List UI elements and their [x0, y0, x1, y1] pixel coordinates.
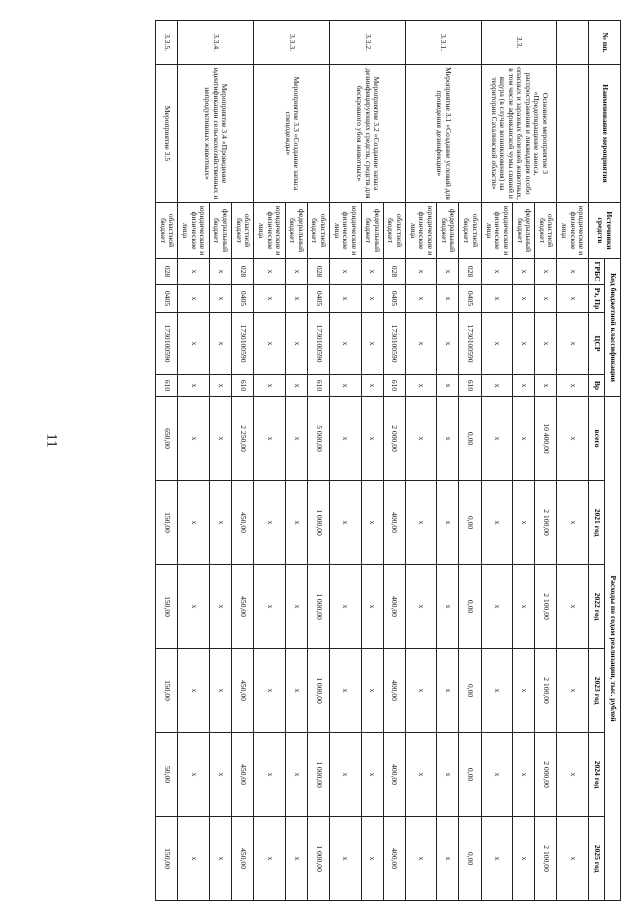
kbk-cell: 028 [232, 259, 254, 285]
kbk-cell: x [285, 259, 307, 285]
expense-cell: x [405, 565, 437, 649]
header-kbk-sub: Рз, Пр [589, 285, 605, 313]
header-source: Источники средств [589, 203, 621, 259]
expense-cell: x [178, 817, 210, 901]
activity-name [557, 65, 589, 203]
expense-cell: 0,00 [459, 481, 481, 565]
expense-cell: x [481, 649, 513, 733]
header-year: 2023 год [589, 649, 605, 733]
expense-cell: x [329, 565, 361, 649]
expense-cell: x [361, 397, 383, 481]
expense-cell: x [513, 565, 535, 649]
kbk-cell: x [254, 259, 286, 285]
kbk-cell: x [405, 259, 437, 285]
table-row [307, 21, 329, 901]
expense-cell: x [361, 733, 383, 817]
expense-cell: 2 000,00 [383, 397, 405, 481]
expense-cell: x [513, 649, 535, 733]
kbk-cell: x [329, 285, 361, 313]
activity-name: Мероприятие 3.4 «Проведение идентификации сельскохозяйственных и непродуктивных животных» [178, 65, 254, 203]
expense-cell: 400,00 [383, 481, 405, 565]
kbk-cell: x [481, 375, 513, 397]
expense-cell: x [209, 817, 231, 901]
kbk-cell: x [329, 313, 361, 375]
kbk-cell: x [437, 375, 459, 397]
kbk-cell: x [535, 285, 557, 313]
funding-source: областной бюджет [383, 203, 405, 259]
item-number: 3.3.3. [254, 21, 330, 65]
activity-name: Мероприятие 3.3 «Создание запаса спецодежды» [254, 65, 330, 203]
expense-cell: 450,00 [232, 481, 254, 565]
expense-cell: x [254, 817, 286, 901]
header-kbk: Код бюджетной классификации [605, 259, 621, 397]
activity-name: Основное мероприятие 3 «Предотвращение заноса, распространения и ликвидация особо опасных и заразных болезней животных, в том числе африканской чумы свиней и ящура (в случае возникновения) на территории Сахалинской области» [481, 65, 557, 203]
expense-cell: 5 000,00 [307, 397, 329, 481]
kbk-cell: x [481, 313, 513, 375]
expense-cell: x [557, 397, 589, 481]
expense-cell: 1 000,00 [307, 649, 329, 733]
funding-source: юридические и физические лица [481, 203, 513, 259]
expense-cell: x [178, 397, 210, 481]
table-row [383, 21, 405, 901]
expense-cell: 450,00 [232, 817, 254, 901]
expense-cell: x [361, 649, 383, 733]
header-year: 2024 год [589, 733, 605, 817]
expense-cell: 0,00 [459, 817, 481, 901]
expense-cell: x [209, 733, 231, 817]
header-num: № пп. [589, 21, 621, 65]
budget-table [155, 20, 621, 901]
kbk-cell: 0405 [156, 285, 178, 313]
kbk-cell: x [254, 313, 286, 375]
kbk-cell: 610 [459, 375, 481, 397]
kbk-cell: x [178, 285, 210, 313]
table-row [459, 21, 481, 901]
budget-table-rotated [155, 20, 621, 900]
expense-cell: x [481, 565, 513, 649]
kbk-cell: 610 [232, 375, 254, 397]
expense-cell: x [285, 733, 307, 817]
expense-cell: x [254, 397, 286, 481]
expense-cell: x [178, 649, 210, 733]
expense-cell: 0,00 [459, 397, 481, 481]
kbk-cell: x [557, 313, 589, 375]
funding-source: областной бюджет [232, 203, 254, 259]
expense-cell: x [405, 481, 437, 565]
funding-source: федеральный бюджет [513, 203, 535, 259]
kbk-cell: x [209, 313, 231, 375]
expense-cell: x [329, 397, 361, 481]
expense-cell: x [557, 733, 589, 817]
expense-cell: x [557, 565, 589, 649]
kbk-cell: x [557, 375, 589, 397]
kbk-cell: 1730100590 [459, 313, 481, 375]
expense-cell: 2 250,00 [232, 397, 254, 481]
kbk-cell: x [513, 259, 535, 285]
expense-cell: x [481, 397, 513, 481]
kbk-cell: x [209, 285, 231, 313]
funding-source: юридические и физические лица [557, 203, 589, 259]
expense-cell: x [481, 733, 513, 817]
funding-source: юридические и физические лица [254, 203, 286, 259]
expense-cell: 150,00 [156, 817, 178, 901]
expense-cell: 1 000,00 [307, 817, 329, 901]
expense-cell: x [209, 565, 231, 649]
kbk-cell: x [513, 313, 535, 375]
kbk-cell: x [535, 375, 557, 397]
expense-cell: 450,00 [232, 733, 254, 817]
expense-cell: 0,00 [459, 733, 481, 817]
expense-cell: 400,00 [383, 733, 405, 817]
expense-cell: 2 100,00 [535, 565, 557, 649]
expense-cell: x [513, 817, 535, 901]
kbk-cell: 028 [156, 259, 178, 285]
kbk-cell: 1730100590 [232, 313, 254, 375]
table-row [232, 21, 254, 901]
expense-cell: 2 100,00 [535, 481, 557, 565]
header-kbk-sub: ЦСР [589, 313, 605, 375]
kbk-cell: 610 [307, 375, 329, 397]
expense-cell: 2 000,00 [535, 733, 557, 817]
funding-source: федеральный бюджет [285, 203, 307, 259]
kbk-cell: 1730100590 [383, 313, 405, 375]
header-year: 2022 год [589, 565, 605, 649]
expense-cell: x [285, 481, 307, 565]
expense-cell: x [437, 649, 459, 733]
expense-cell: x [557, 481, 589, 565]
table-row [535, 21, 557, 901]
kbk-cell: x [437, 285, 459, 313]
expense-cell: 400,00 [383, 565, 405, 649]
expense-cell: x [513, 481, 535, 565]
funding-source: областной бюджет [156, 203, 178, 259]
expense-cell: x [481, 817, 513, 901]
expense-cell: 0,00 [459, 565, 481, 649]
expense-cell: 450,00 [232, 565, 254, 649]
expense-cell: x [437, 397, 459, 481]
funding-source: юридические и физические лица [405, 203, 437, 259]
expense-cell: x [437, 817, 459, 901]
table-row [156, 21, 178, 901]
item-number: 3.3.2. [329, 21, 405, 65]
kbk-cell: x [285, 313, 307, 375]
kbk-cell: 0405 [383, 285, 405, 313]
kbk-cell: 0405 [459, 285, 481, 313]
kbk-cell: 0405 [307, 285, 329, 313]
expense-cell: x [178, 481, 210, 565]
expense-cell: 2 100,00 [535, 649, 557, 733]
kbk-cell: x [405, 285, 437, 313]
kbk-cell: x [557, 259, 589, 285]
expense-cell: 2 100,00 [535, 817, 557, 901]
kbk-cell: x [209, 375, 231, 397]
expense-cell: x [437, 481, 459, 565]
item-number [557, 21, 589, 65]
item-number: 3.3.1. [405, 21, 481, 65]
expense-cell: x [285, 649, 307, 733]
expense-cell: x [361, 817, 383, 901]
expense-cell: x [437, 733, 459, 817]
kbk-cell: x [535, 313, 557, 375]
expense-cell: x [405, 733, 437, 817]
expense-cell: x [557, 817, 589, 901]
kbk-cell: x [437, 313, 459, 375]
kbk-cell: x [361, 313, 383, 375]
item-number: 3.3.5. [156, 21, 178, 65]
kbk-cell: x [361, 285, 383, 313]
kbk-cell: x [329, 259, 361, 285]
funding-source: областной бюджет [307, 203, 329, 259]
funding-source: федеральный бюджет [361, 203, 383, 259]
expense-cell: x [285, 565, 307, 649]
kbk-cell: x [405, 375, 437, 397]
expense-cell: 150,00 [156, 565, 178, 649]
kbk-cell: 1730100590 [156, 313, 178, 375]
expense-cell: x [178, 565, 210, 649]
expense-cell: x [329, 733, 361, 817]
kbk-cell: x [513, 285, 535, 313]
expense-cell: x [285, 397, 307, 481]
expense-cell: x [405, 649, 437, 733]
expense-cell: x [437, 565, 459, 649]
funding-source: областной бюджет [459, 203, 481, 259]
funding-source: федеральный бюджет [437, 203, 459, 259]
expense-cell: 450,00 [232, 649, 254, 733]
expense-cell: x [405, 817, 437, 901]
expense-cell: x [329, 817, 361, 901]
kbk-cell: x [405, 313, 437, 375]
kbk-cell: 1730100590 [307, 313, 329, 375]
kbk-cell: x [254, 285, 286, 313]
kbk-cell: x [178, 313, 210, 375]
expense-cell: x [209, 481, 231, 565]
kbk-cell: x [481, 285, 513, 313]
expense-cell: x [405, 397, 437, 481]
activity-name: Мероприятие 3.1 «Создание условий для проведения дезинфекции» [405, 65, 481, 203]
expense-cell: x [361, 565, 383, 649]
kbk-cell: 610 [156, 375, 178, 397]
kbk-cell: x [513, 375, 535, 397]
expense-cell: x [513, 733, 535, 817]
header-kbk-sub: Вр [589, 375, 605, 397]
kbk-cell: x [178, 375, 210, 397]
expense-cell: 1 000,00 [307, 733, 329, 817]
kbk-cell: x [285, 375, 307, 397]
expense-cell: x [329, 649, 361, 733]
kbk-cell: x [481, 259, 513, 285]
expense-cell: x [209, 397, 231, 481]
expense-cell: x [254, 481, 286, 565]
kbk-cell: 610 [383, 375, 405, 397]
kbk-cell: x [437, 259, 459, 285]
expense-cell: x [481, 481, 513, 565]
expense-cell: 150,00 [156, 649, 178, 733]
kbk-cell: x [209, 259, 231, 285]
header-expenses: Расходы по годам реализации, тыс. рублей [605, 397, 621, 901]
header-year: всего [589, 397, 605, 481]
expense-cell: 650,00 [156, 397, 178, 481]
kbk-cell: x [361, 259, 383, 285]
activity-name: Мероприятие 3.2 «Создание запаса дезинфицирующих средств, средств для бескровного убоя животных» [329, 65, 405, 203]
item-number: 3.3. [481, 21, 557, 65]
expense-cell: 400,00 [383, 817, 405, 901]
kbk-cell: 028 [383, 259, 405, 285]
kbk-cell: x [285, 285, 307, 313]
expense-cell: 400,00 [383, 649, 405, 733]
kbk-cell: x [329, 375, 361, 397]
header-kbk-sub: ГРБС [589, 259, 605, 285]
header-year: 2025 год [589, 817, 605, 901]
kbk-cell: 0405 [232, 285, 254, 313]
page-number: 11 [43, 433, 60, 448]
kbk-cell: x [557, 285, 589, 313]
expense-cell: x [285, 817, 307, 901]
expense-cell: 150,00 [156, 481, 178, 565]
funding-source: юридические и физические лица [178, 203, 210, 259]
expense-cell: x [178, 733, 210, 817]
funding-source: юридические и физические лица [329, 203, 361, 259]
expense-cell: 1 000,00 [307, 565, 329, 649]
expense-cell: x [254, 649, 286, 733]
expense-cell: 10 400,00 [535, 397, 557, 481]
expense-cell: x [361, 481, 383, 565]
expense-cell: x [513, 397, 535, 481]
funding-source: областной бюджет [535, 203, 557, 259]
kbk-cell: 028 [307, 259, 329, 285]
expense-cell: 0,00 [459, 649, 481, 733]
activity-name: Мероприятие 3.5 [156, 65, 178, 203]
table-row [557, 21, 589, 901]
kbk-cell: x [178, 259, 210, 285]
item-number: 3.3.4. [178, 21, 254, 65]
expense-cell: 50,00 [156, 733, 178, 817]
expense-cell: 1 000,00 [307, 481, 329, 565]
kbk-cell: 028 [459, 259, 481, 285]
kbk-cell: x [254, 375, 286, 397]
expense-cell: x [329, 481, 361, 565]
kbk-cell: x [361, 375, 383, 397]
expense-cell: x [557, 649, 589, 733]
header-year: 2021 год [589, 481, 605, 565]
funding-source: федеральный бюджет [209, 203, 231, 259]
header-name: Наименование мероприятия [589, 65, 621, 203]
kbk-cell: x [535, 259, 557, 285]
expense-cell: x [254, 733, 286, 817]
expense-cell: x [254, 565, 286, 649]
expense-cell: x [209, 649, 231, 733]
